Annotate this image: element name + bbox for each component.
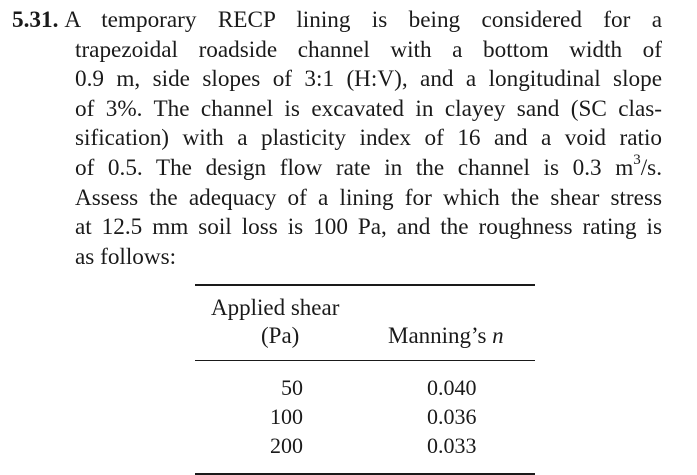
problem-line-7: Assess the adequacy of a lining for which the shear stress xyxy=(75,184,662,211)
cell-shear: 100 xyxy=(270,404,303,430)
problem-line-6: of 0.5. The design flow rate in the channel is 0.3 $m^3/s$. xyxy=(75,152,662,181)
problem-line-2: trapezoidal roadside channel with a bottom width of xyxy=(75,36,662,63)
col-header-mannings-n: Manning’s n xyxy=(388,322,504,348)
table-row xyxy=(195,375,535,404)
problem-line-4: of 3%. The channel is excavated in clayey sand (SC clas- xyxy=(75,95,662,122)
problem-line-1: 5.31. A temporary RECP lining is being considered for a xyxy=(12,7,662,33)
table-row xyxy=(195,404,535,433)
table-body xyxy=(195,361,535,473)
col-header-pa-unit: (Pa) xyxy=(261,322,300,348)
problem-line-3: 0.9 m, side slopes of 3:1 (H:V), and a longitudinal slope xyxy=(75,66,662,93)
cell-shear: 200 xyxy=(270,433,303,459)
superscript-three: 3 xyxy=(633,152,641,169)
cell-n: 0.040 xyxy=(427,375,477,401)
cell-shear: 50 xyxy=(281,375,303,401)
cell-n: 0.036 xyxy=(427,404,477,430)
table-row xyxy=(195,433,535,462)
problem-line-5: sification) with a plasticity index of 16 and a void ratio xyxy=(75,125,662,152)
cell-n: 0.033 xyxy=(427,433,477,459)
problem-number: 5.31. xyxy=(12,7,59,33)
problem-statement xyxy=(12,6,662,272)
roughness-table xyxy=(195,284,535,475)
table-header xyxy=(195,286,535,360)
col-header-applied-shear: Applied shear xyxy=(211,294,340,320)
problem-line-9: as follows: xyxy=(75,243,177,270)
problem-line-8: at 12.5 mm soil loss is 100 Pa, and the roughness rating is xyxy=(75,214,662,241)
